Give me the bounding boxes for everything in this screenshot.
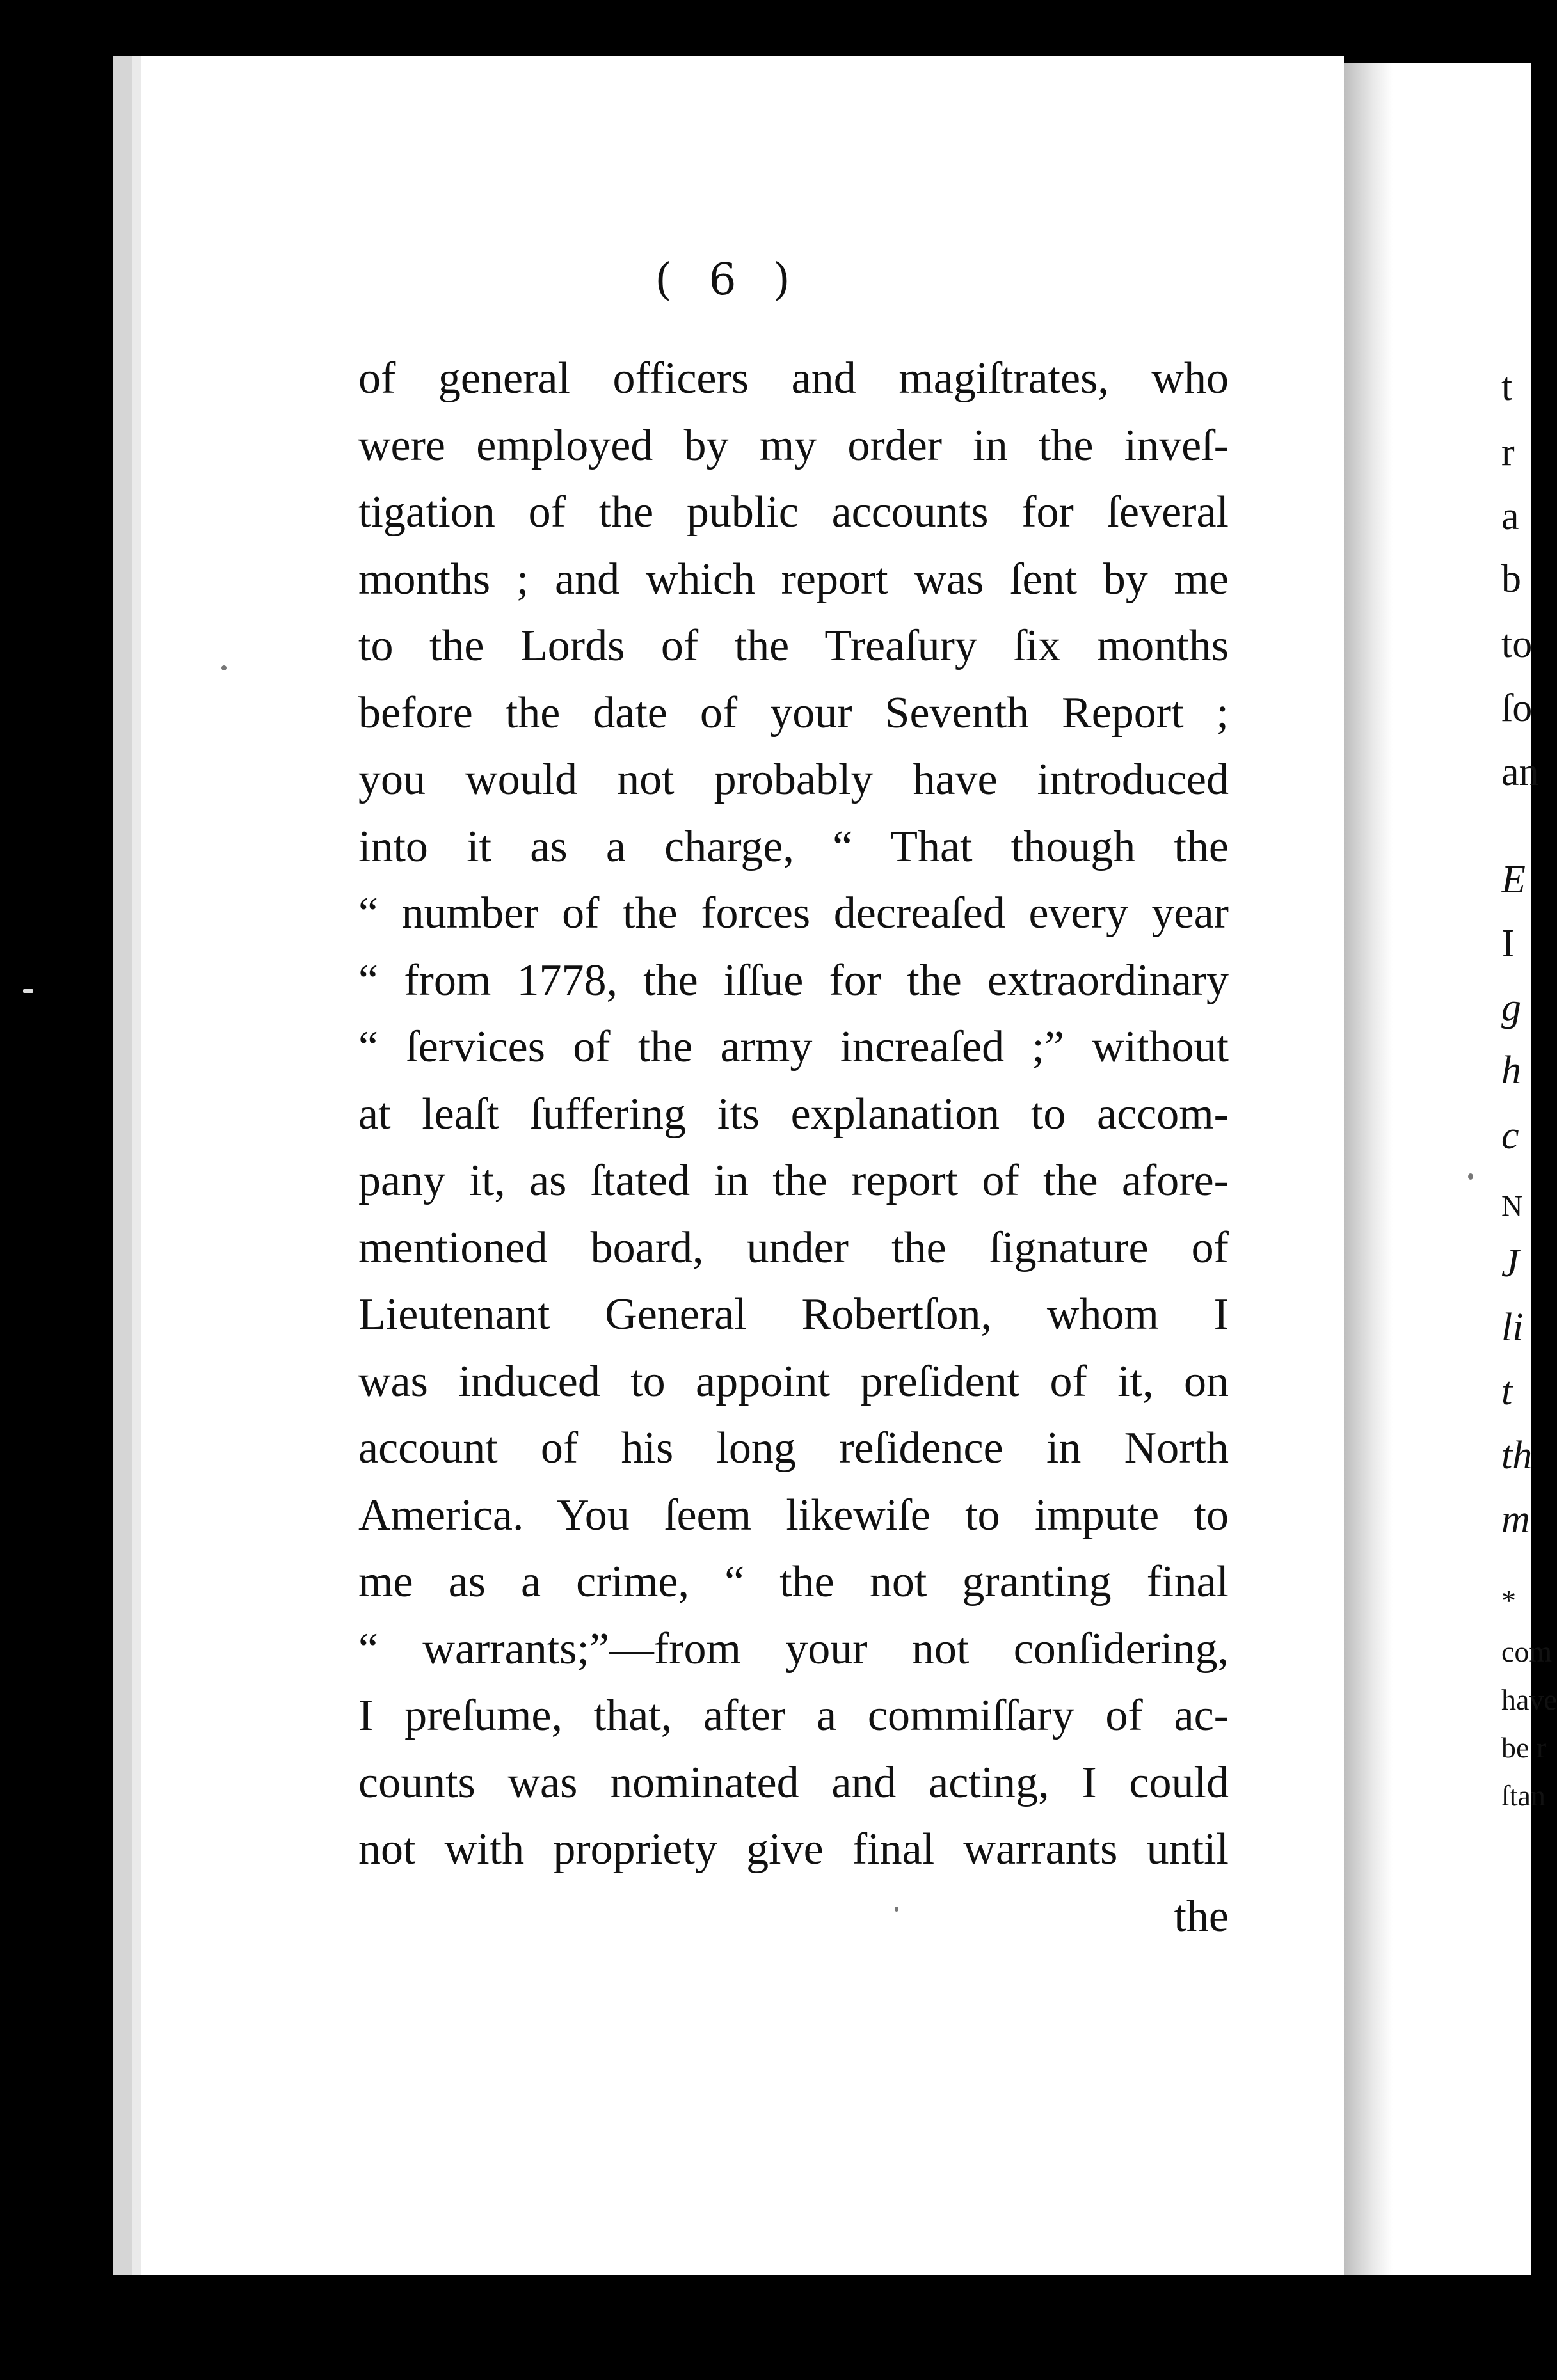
text-line: “ number of the forces decreaſed every year bbox=[358, 889, 1229, 938]
text-line: mentioned board, under the ſignature of bbox=[358, 1223, 1229, 1273]
text-line: you would not probably have introduced bbox=[358, 755, 1229, 804]
facing-fragment: c bbox=[1501, 1114, 1519, 1157]
text-line: into it as a charge, “ That though the bbox=[358, 821, 1229, 871]
facing-fragment: * bbox=[1501, 1584, 1516, 1617]
text-line: America. You ſeem likewiſe to impute to bbox=[358, 1490, 1229, 1540]
text-line: before the date of your Seventh Report ; bbox=[358, 688, 1229, 738]
facing-fragment: N bbox=[1501, 1189, 1523, 1222]
facing-fragment: h bbox=[1501, 1049, 1521, 1092]
text-line: Lieutenant General Robertſon, whom I bbox=[358, 1290, 1229, 1339]
text-line: months ; and which report was ſent by me bbox=[358, 554, 1229, 604]
facing-fragment: r bbox=[1501, 431, 1515, 474]
paper-speck bbox=[221, 665, 227, 670]
facing-fragment: an bbox=[1501, 750, 1539, 794]
book-gutter bbox=[1344, 63, 1393, 2275]
facing-fragment: to bbox=[1501, 623, 1533, 666]
paper-speck bbox=[1468, 1173, 1473, 1180]
facing-fragment: J bbox=[1501, 1242, 1519, 1285]
text-line: were employed by my order in the inveſ- bbox=[358, 420, 1229, 470]
facing-fragment: b bbox=[1501, 557, 1521, 601]
text-line: “ from 1778, the iſſue for the extraordinary bbox=[358, 955, 1229, 1005]
facing-fragment: g bbox=[1501, 986, 1521, 1029]
facing-fragment: li bbox=[1501, 1306, 1524, 1349]
facing-fragment: E bbox=[1501, 858, 1526, 901]
page-edge-shadow bbox=[132, 56, 141, 2275]
page-number: ( 6 ) bbox=[655, 255, 802, 305]
facing-fragment: m bbox=[1501, 1498, 1530, 1541]
text-line: “ ſervices of the army increaſed ;” without bbox=[358, 1022, 1229, 1072]
text-line: at leaſt ſuffering its explanation to accom- bbox=[358, 1089, 1229, 1139]
text-line: counts was nominated and acting, I could bbox=[358, 1757, 1229, 1807]
paper-speck bbox=[895, 1907, 898, 1912]
facing-fragment: a bbox=[1501, 495, 1519, 538]
body-text bbox=[358, 345, 1229, 1950]
text-line: tigation of the public accounts for ſeveral bbox=[358, 488, 1229, 537]
facing-fragment: ſo bbox=[1501, 686, 1533, 730]
facing-fragment: th bbox=[1501, 1434, 1533, 1477]
facing-fragment: t bbox=[1501, 1370, 1513, 1413]
text-line: account of his long reſidence in North bbox=[358, 1424, 1229, 1473]
text-line: pany it, as ſtated in the report of the afore- bbox=[358, 1156, 1229, 1205]
text-line: to the Lords of the Treaſury ſix months bbox=[358, 621, 1229, 670]
catchword: the bbox=[1174, 1891, 1229, 1941]
text-line: not with propriety give final warrants until bbox=[358, 1825, 1229, 1874]
facing-fragment: ſtan bbox=[1501, 1779, 1545, 1812]
paper-speck bbox=[23, 989, 33, 993]
facing-fragment: have bbox=[1501, 1683, 1557, 1716]
text-line: was induced to appoint preſident of it, on bbox=[358, 1356, 1229, 1406]
text-line: “ warrants;”—from your not conſidering, bbox=[358, 1624, 1229, 1674]
text-line: of general officers and magiſtrates, who bbox=[358, 354, 1229, 403]
text-line: me as a crime, “ the not granting final bbox=[358, 1557, 1229, 1606]
facing-fragment: t bbox=[1501, 365, 1513, 409]
facing-fragment: I bbox=[1501, 922, 1515, 965]
facing-fragment: com bbox=[1501, 1635, 1553, 1668]
text-line: I preſume, that, after a commiſſary of ac- bbox=[358, 1691, 1229, 1740]
facing-fragment: be r bbox=[1501, 1731, 1547, 1764]
